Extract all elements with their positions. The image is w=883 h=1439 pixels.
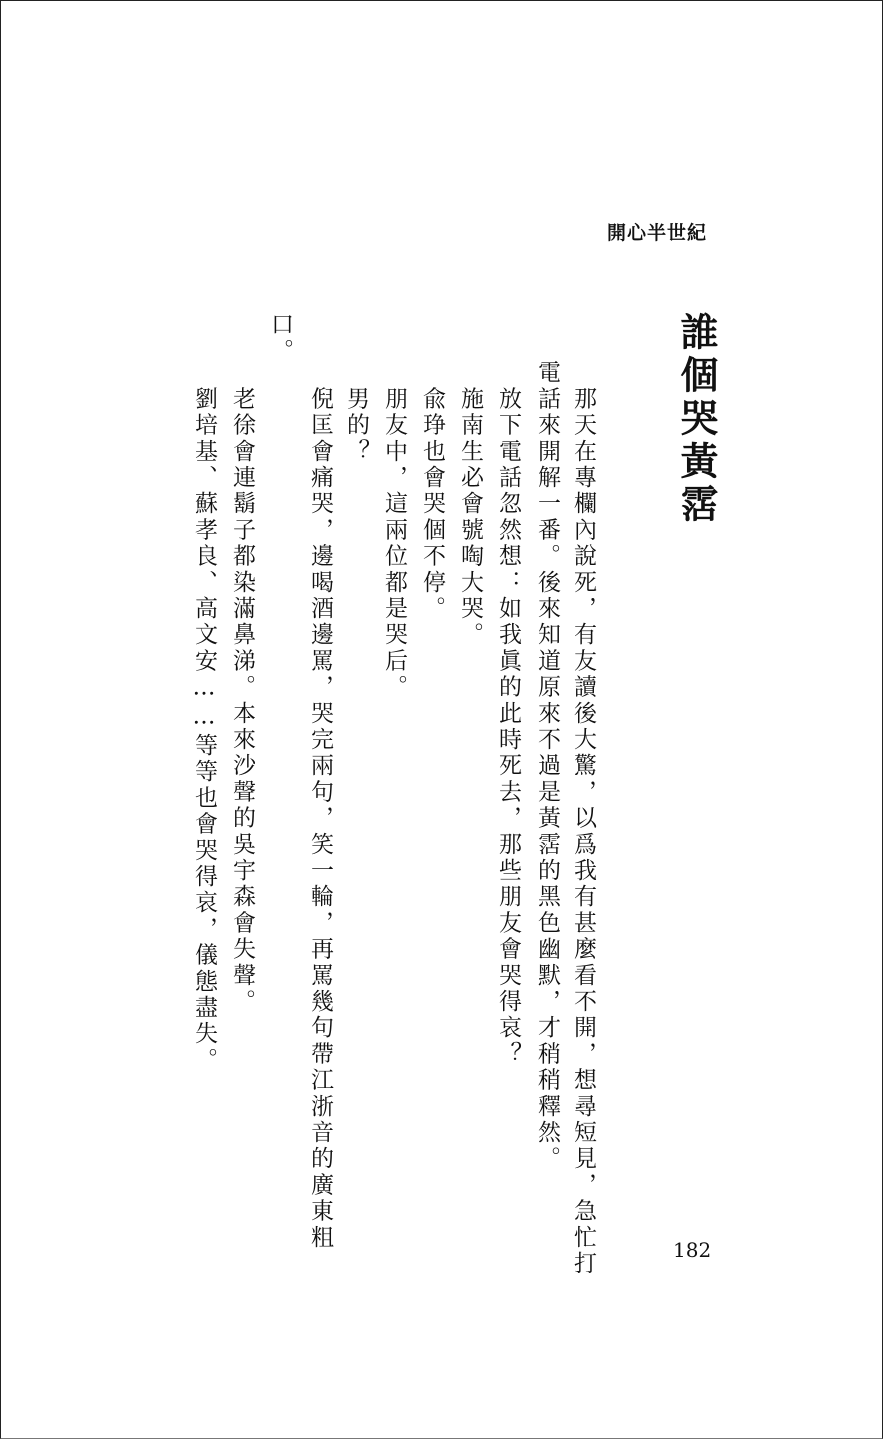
text-column-7: 男的？	[343, 360, 369, 465]
text-column-1: 那天在專欄內說死，有友讀後大驚，以爲我有甚麼看不開，想尋短見，急忙打	[570, 360, 596, 1277]
text-column-5: 兪琤也會哭個不停。	[419, 360, 445, 622]
text-column-2: 電話來開解一番。後來知道原來不過是黃霑的黑色幽默，才稍稍釋然。	[534, 360, 560, 1173]
text-column-8: 倪匡會痛哭，邊喝酒邊罵，哭完兩句，笑一輪，再罵幾句帶江浙音的廣東粗	[307, 360, 333, 1251]
text-column-3: 放下電話忽然想：如我眞的此時死去，那些朋友會哭得哀？	[495, 360, 521, 1068]
page-number: 182	[673, 1238, 712, 1262]
text-column-9: 口。	[267, 312, 293, 365]
text-column-4: 施南生必會號啕大哭。	[457, 360, 483, 649]
text-column-11: 劉培基、蘇孝良、高文安……等等也會哭得哀，儀態盡失。	[191, 360, 217, 1074]
text-column-10: 老徐會連鬍子都染滿鼻涕。本來沙聲的吳宇森會失聲。	[229, 360, 255, 1015]
text-column-6: 朋友中，這兩位都是哭后。	[381, 360, 407, 701]
book-title-header: 開心半世紀	[606, 222, 707, 244]
article-title: 誰個哭黃霑	[674, 312, 718, 527]
